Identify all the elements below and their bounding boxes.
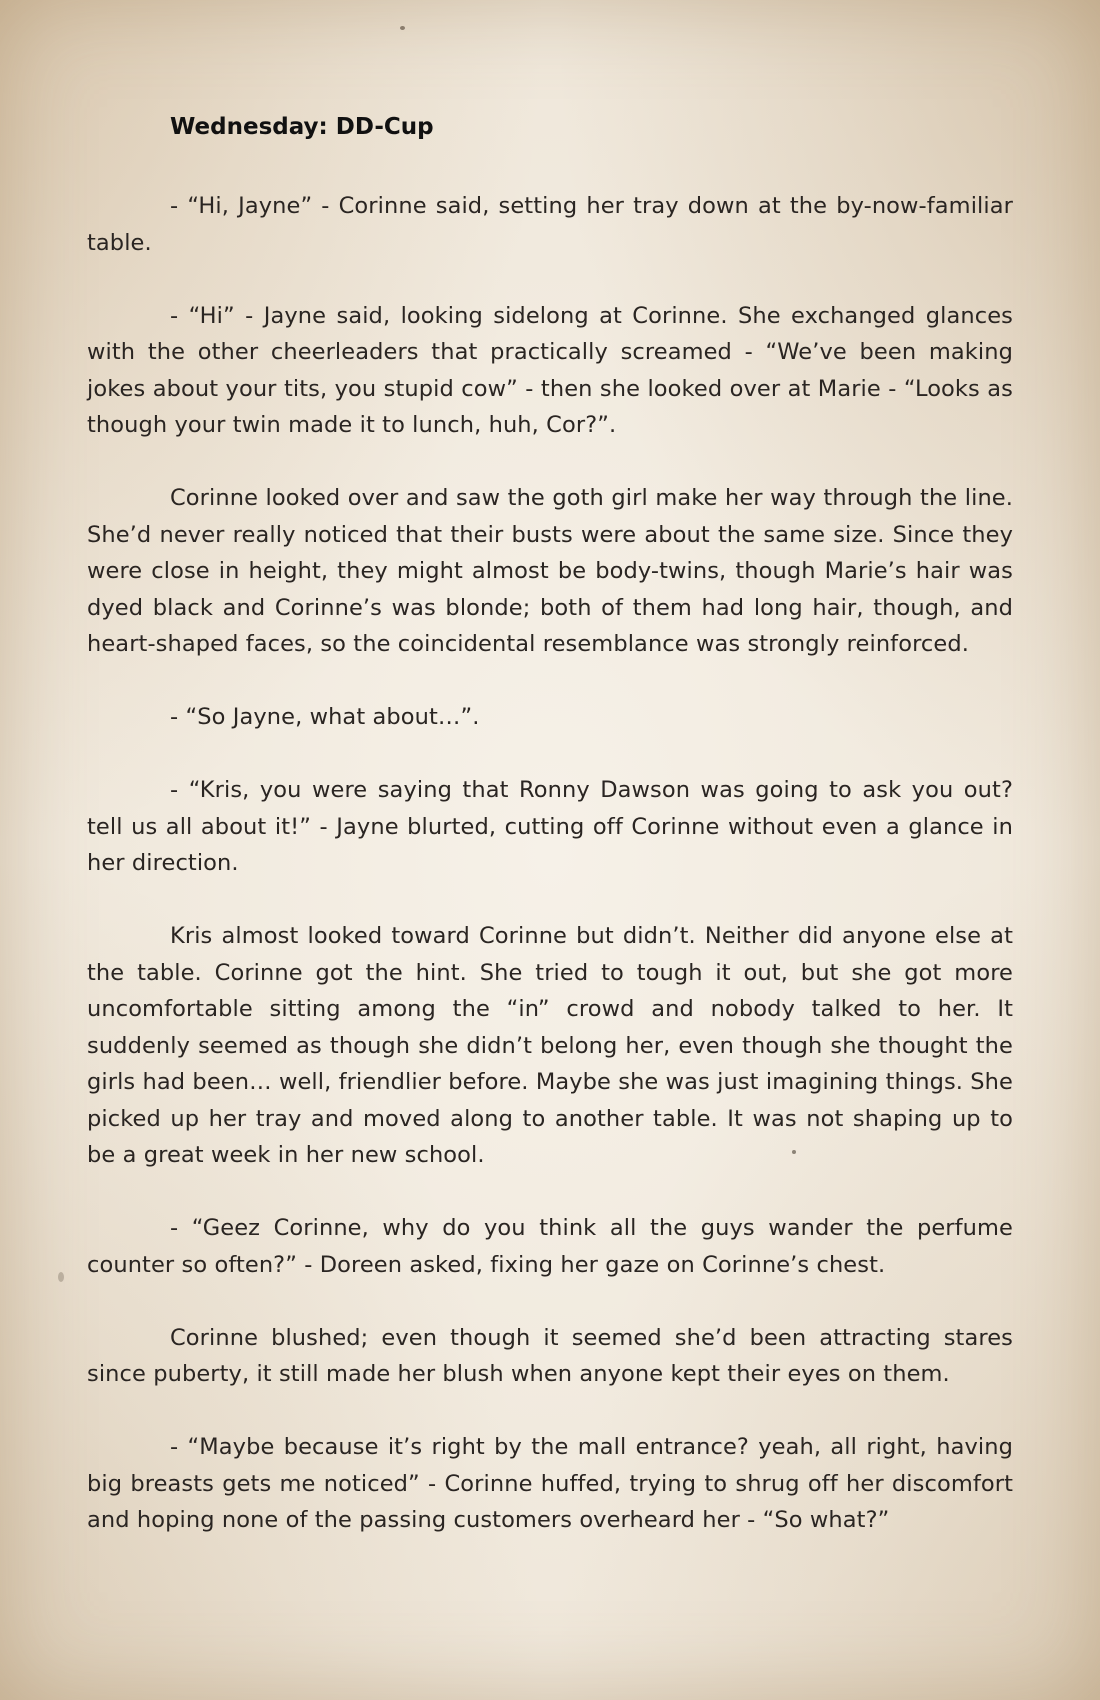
body-text — [87, 188, 1013, 1575]
paragraph: - “Hi, Jayne” - Corinne said, setting her tray down at the by-now-familiar table. — [87, 193, 1013, 256]
paragraph: Kris almost looked toward Corinne but didn’t. Neither did anyone else at the table. Corinne got the hint. She tried to tough it out, but she got more uncomfortable sitting among the “in” crowd and nobody talked to her. It suddenly seemed as though she didn’t belong her, even though she thought the girls had been… well, friendlier before. Maybe she was just imagining things. She picked up her tray and moved along to another table. It was not shaping up to be a great week in her new school. — [87, 923, 1013, 1168]
paragraph: - “Geez Corinne, why do you think all the guys wander the perfume counter so often?” - Doreen asked, fixing her gaze on Corinne’s chest. — [87, 1215, 1013, 1278]
paragraph: - “Kris, you were saying that Ronny Dawson was going to ask you out? tell us all about it!” - Jayne blurted, cutting off Corinne without even a glance in her direction. — [87, 777, 1013, 876]
paragraph: - “So Jayne, what about…”. — [170, 704, 480, 730]
chapter-heading: Wednesday: DD-Cup — [170, 114, 434, 140]
paragraph: Corinne looked over and saw the goth girl make her way through the line. She’d never really noticed that their busts were about the same size. Since they were close in height, they might almost be body-twins, though Marie’s hair was dyed black and Corinne’s was blonde; both of them had long hair, though, and heart-shaped faces, so the coincidental resemblance was strongly reinforced. — [87, 485, 1013, 657]
paper-speck — [58, 1272, 64, 1282]
paper-speck — [400, 26, 405, 30]
paragraph: - “Hi” - Jayne said, looking sidelong at Corinne. She exchanged glances with the other cheerleaders that practically screamed - “We’ve been making jokes about your tits, you stupid cow” - then she looked over at Marie - “Looks as though your twin made it to lunch, huh, Cor?”. — [87, 302, 1013, 438]
paragraph: Corinne blushed; even though it seemed she’d been attracting stares since puberty, it still made her blush when anyone kept their eyes on them. — [87, 1324, 1013, 1387]
paragraph: - “Maybe because it’s right by the mall entrance? yeah, all right, having big breasts gets me noticed” - Corinne huffed, trying to shrug off her discomfort and hoping none of the passing customers overheard her - “So what?” — [87, 1434, 1013, 1533]
